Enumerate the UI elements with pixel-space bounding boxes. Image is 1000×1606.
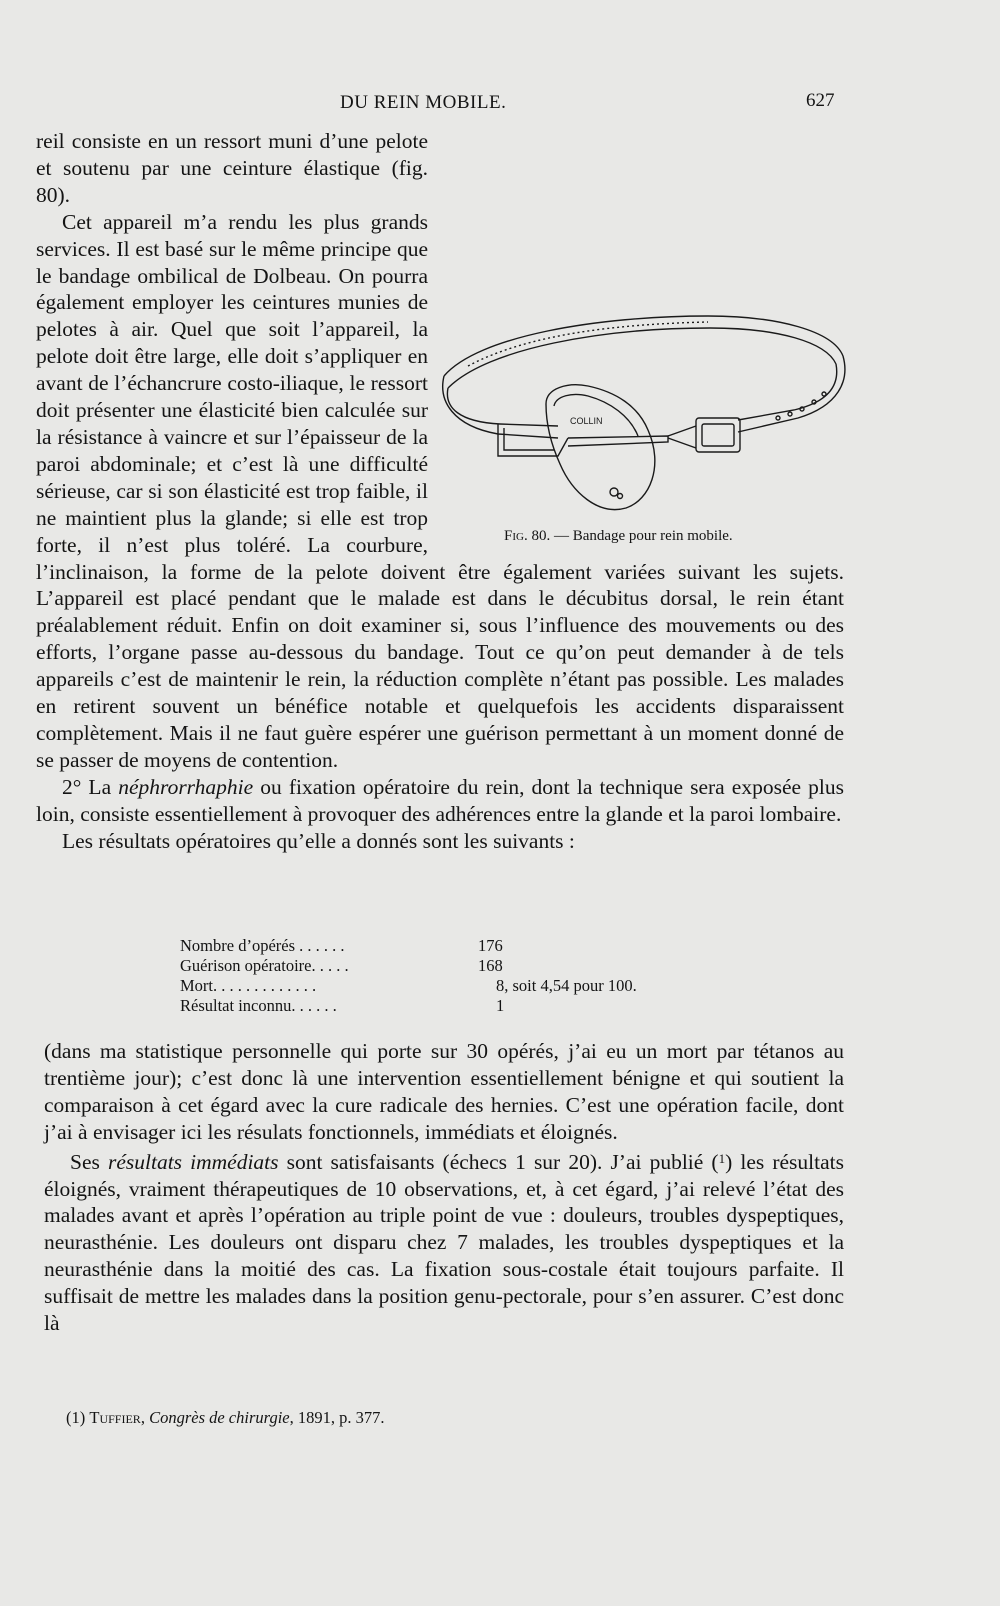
- paragraph-continuation: reil consiste en un ressort muni d’une pelote et soutenu par une ceinture élastique (fig. 80).: [36, 129, 428, 207]
- paragraph-statistique: (dans ma statistique personnelle qui porte sur 30 opérés, j’ai eu un mort par tétanos au trentième jour); c’est donc là une intervention essentiellement bénigne et qui soutient la comparaison à cet égard avec la cure radicale des hernies. C’est une opération facile, dont j’ai à envisager ici les résulats fonctionnels, immédiats et éloignés.: [44, 1039, 844, 1144]
- figure-caption-text: — Bandage pour rein mobile.: [550, 528, 733, 544]
- stat-value: 176: [478, 936, 503, 955]
- results-table: [180, 936, 700, 1016]
- stat-label: Guérison opératoire. . . . .: [180, 956, 349, 975]
- stat-label: Nombre d’opérés . . . . . .: [180, 936, 345, 955]
- page-header: [0, 92, 1000, 122]
- stat-label: Mort. . . . . . . . . . . . .: [180, 976, 317, 995]
- footnote-marker: (1): [66, 1408, 90, 1427]
- table-row: [180, 976, 700, 996]
- footnote-title: Congrès de chirurgie: [149, 1408, 290, 1427]
- stat-value: 8, soit 4,54 pour 100.: [496, 976, 637, 995]
- table-row: [180, 996, 700, 1016]
- term-resultats-immediats: résultats immédiats: [107, 1149, 279, 1174]
- paragraph-appareil: Cet appareil m’a rendu les plus grands services. Il est basé sur le même principe que le bandage ombilical de Dolbeau. On pourra également employer les ceintures munies de pelotes à air. Quel que soit l’appareil, la pelote doit être large, elle doit s’appliquer en avant de l’échancrure costo-iliaque, le ressort doit présenter une élasticité bien calculée sur la résistance à vaincre et sur l’épaisseur de la paroi abdominale; et c’est là une difficulté sérieuse, car si son élasticité est trop faible, il ne maintient plus la glande; si elle est trop forte, il n’est plus toléré. La courbure, l’inclinaison, la forme de la pelote doivent être également variées suivant les sujets. L’appareil est placé pendant que le malade est dans le décubitus dorsal, le rein étant préalablement réduit. Enfin on doit examiner si, sous l’influence des mouvements ou des efforts, l’organe passe au-dessous du bandage. Tout ce qu’on peut demander à de tels appareils c’est de maintenir le rein, la réduction complète n’étant pas possible. Les malades en retirent souvent un bénéfice notable et quelquefois les accidents disparaissent complètement. Mais il ne faut guère espérer une guérison permettant à un moment donné de se passer de moyens de contention.: [36, 209, 844, 772]
- page-number: 627: [806, 90, 835, 111]
- body-text-bottom: [44, 1038, 844, 1337]
- stat-value: 168: [478, 956, 503, 975]
- figure-caption: [504, 528, 733, 545]
- footnote: (1) Tuffier, Congrès de chirurgie, 1891, p. 377.: [66, 1408, 385, 1427]
- term-nephrorrhaphie: néphrorrhaphie: [118, 774, 254, 799]
- stat-label: Résultat inconnu. . . . . .: [180, 996, 337, 1015]
- belt-brand-label: COLLIN: [570, 416, 603, 426]
- paragraph-nephrorrhaphie: 2° La néphrorrhaphie ou fixation opératoire du rein, dont la technique sera exposée plus loin, consiste essentiellement à provoquer des adhérences entre la glande et la paroi lombaire.: [36, 774, 844, 826]
- stat-value: 1: [496, 996, 505, 1015]
- paragraph-resultats: Ses résultats immédiats sont satisfaisants (échecs 1 sur 20). J’ai publié ($^1$) les résultats éloignés, vraiment thérapeutiques de 10 observations, et, à cet égard, j’ai relevé l’état des malades avant et après l’opération au triple point de vue : douleurs, troubles dyspeptiques, neurasthénie. Les douleurs ont disparu chez 7 malades, les troubles dyspeptiques et la neurasthénie dans la moitié des cas. La fixation sous-costale était toujours parfaite. Il suffisait de mettre les malades dans la position genu-pectorale, pour s’en assurer. C’est donc là: [44, 1149, 844, 1336]
- table-row: [180, 956, 700, 976]
- running-title: DU REIN MOBILE.: [340, 92, 507, 113]
- table-row: [180, 936, 700, 956]
- footnote-author: Tuffier: [89, 1408, 141, 1427]
- figure-label: Fig. 80.: [504, 528, 551, 544]
- belt-illustration: [438, 306, 850, 522]
- footnote-ref: 1: [718, 1150, 726, 1166]
- paragraph-results-intro: Les résultats opératoires qu’elle a donnés sont les suivants :: [62, 828, 575, 853]
